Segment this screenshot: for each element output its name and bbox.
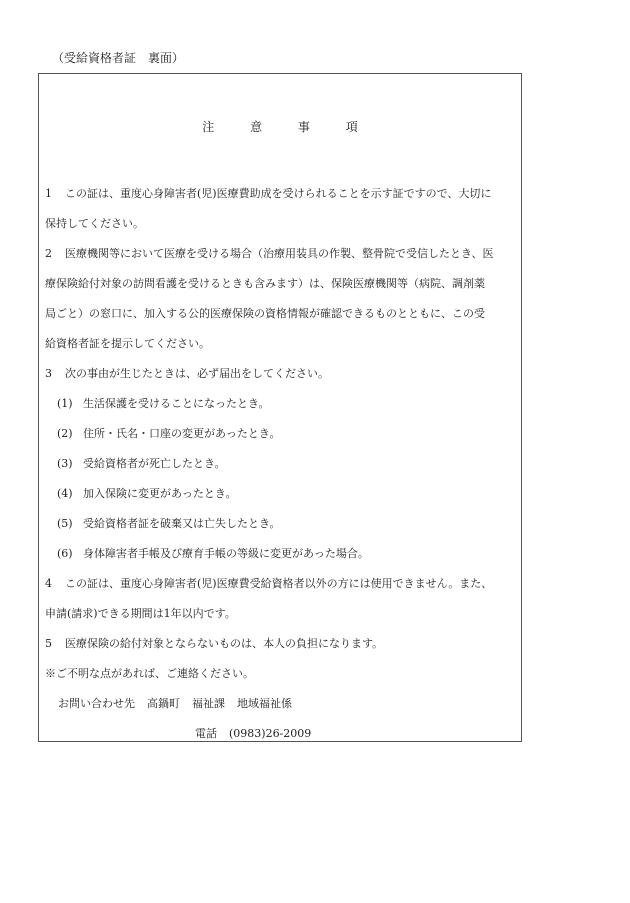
item-text: 医療保険の給付対象とならないものは、本人の負担になります。	[65, 637, 384, 650]
sub-item-number: (4)	[57, 487, 73, 500]
heading-char: 意	[250, 120, 263, 134]
item-number: 2	[45, 247, 52, 260]
item-text: 給資格者証を提示してください。	[45, 337, 210, 350]
sub-item-text: 受給資格者証を破棄又は亡失したとき。	[83, 517, 281, 530]
item-text: この証は、重度心身障害者(児)医療費助成を受けられることを示す証ですので、大切に	[65, 187, 492, 200]
item-text: 医療機関等において医療を受ける場合（治療用装具の作製、整骨院で受信したとき、医	[65, 247, 494, 260]
sub-item-number: (5)	[57, 517, 73, 530]
contact-note: ※ご不明な点があれば、ご連絡ください。	[45, 667, 254, 680]
item-text: この証は、重度心身障害者(児)医療費受給資格者以外の方には使用できません。また、	[65, 577, 493, 590]
sub-item-number: (2)	[57, 427, 73, 440]
item-number: 1	[45, 187, 52, 200]
phone-info	[45, 719, 517, 749]
phone-number: (0983)26-2009	[229, 727, 312, 740]
contact-label: お問い合わせ先	[58, 697, 135, 710]
sub-item	[45, 509, 517, 539]
contact-town: 高鍋町	[147, 697, 180, 710]
sub-item-number: (3)	[57, 457, 73, 470]
sub-item-number: (1)	[57, 397, 73, 410]
sub-item	[45, 389, 517, 419]
item-3-line	[45, 359, 517, 389]
sub-item-text: 住所・氏名・口座の変更があったとき。	[83, 427, 281, 440]
notice-body	[45, 179, 517, 749]
item-4-line	[45, 599, 517, 629]
item-4-line	[45, 569, 517, 599]
sub-item-number: (6)	[57, 547, 73, 560]
item-2-line	[45, 329, 517, 359]
sub-item	[45, 479, 517, 509]
item-number: 3	[45, 367, 52, 380]
item-5-line	[45, 629, 517, 659]
heading-char: 項	[345, 120, 358, 134]
sub-item-text: 生活保護を受けることになったとき。	[83, 397, 270, 410]
item-2-line	[45, 269, 517, 299]
notice-box	[38, 73, 522, 742]
item-number: 5	[45, 637, 52, 650]
item-text: 次の事由が生じたときは、必ず届出をしてください。	[65, 367, 329, 380]
item-2-line	[45, 239, 517, 269]
sub-item	[45, 449, 517, 479]
item-1-line	[45, 209, 517, 239]
document-caption: （受給資格者証 裏面）	[52, 51, 185, 65]
heading-char: 注	[202, 120, 215, 134]
item-2-line	[45, 299, 517, 329]
heading-char: 事	[297, 120, 310, 134]
item-number: 4	[45, 577, 52, 590]
sub-item-text: 受給資格者が死亡したとき。	[83, 457, 226, 470]
sub-item-text: 身体障害者手帳及び療育手帳の等級に変更があった場合。	[83, 547, 369, 560]
contact-unit: 地域福祉係	[237, 697, 292, 710]
notice-heading	[39, 118, 521, 135]
sub-item	[45, 539, 517, 569]
contact-section: 福祉課	[192, 697, 225, 710]
item-text: 保持してください。	[45, 217, 144, 230]
sub-item-text: 加入保険に変更があったとき。	[83, 487, 237, 500]
phone-label: 電話	[195, 727, 217, 740]
contact-info	[45, 689, 517, 719]
item-text: 申請(請求)できる期間は1年以内です。	[45, 607, 236, 620]
item-text: 療保険給付対象の訪問看護を受けるときも含みます）は、保険医療機関等（病院、調剤薬	[45, 277, 485, 290]
item-1-line	[45, 179, 517, 209]
sub-item	[45, 419, 517, 449]
item-text: 局ごと）の窓口に、加入する公的医療保険の資格情報が確認できるものとともに、この受	[45, 307, 485, 320]
